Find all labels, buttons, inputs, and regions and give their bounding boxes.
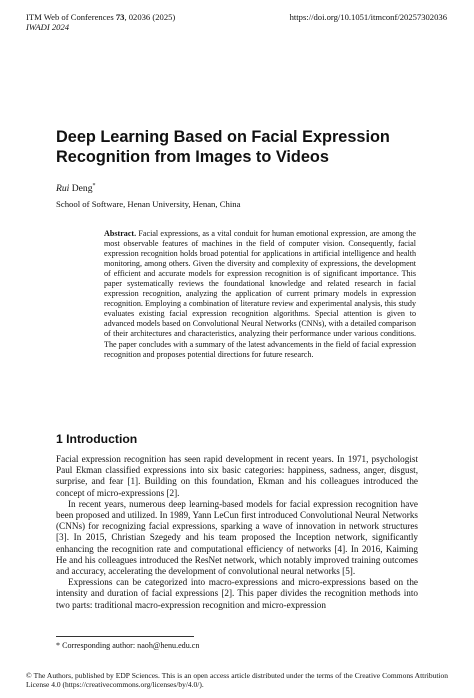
journal-name: ITM Web of Conferences: [26, 12, 116, 22]
doi-link[interactable]: https://doi.org/10.1051/itmconf/20257302036: [289, 12, 447, 22]
section-heading-introduction: 1 Introduction: [56, 432, 138, 446]
abstract-text: Facial expressions, as a vital conduit for human emotional expression, are among the most observable features of machines in the field of computer vision. Consequently, facial expression recognition holds broad potential for applications in artificial intelligence and health monitoring, among others. Given the diversity and complexity of expressions, the development of efficient and accurate models for expression recognition is of significant importance. This paper systematically reviews the foundational knowledge and related research in facial expression recognition, analyzing the application of current primary models in expression recognition. Employing a combination of literature review and experimental analysis, this study evaluates existing facial expression recognition algorithms. Special attention is given to advanced models based on Convolutional Neural Networks (CNNs), with a detailed comparison of their architectures and characteristics, analyzing their performance under various conditions. The paper concludes with a summary of the latest advancements in the field of facial expression recognition and proposes potential directions for future research.: [104, 229, 416, 359]
abstract: [104, 229, 416, 360]
author-line: [56, 183, 96, 194]
corresponding-author-mark: *: [92, 183, 96, 189]
footnote-divider: [56, 636, 194, 637]
running-header-left: [26, 12, 175, 32]
abstract-label: Abstract.: [104, 229, 137, 238]
conference-name: IWADI 2024: [26, 22, 70, 32]
introduction-body: [56, 454, 418, 611]
author-last-name: Deng: [69, 183, 93, 195]
author-first-name: Rui: [56, 183, 70, 195]
article-number: , 02036 (2025): [124, 12, 176, 22]
paragraph: Facial expression recognition has seen rapid development in recent years. In 1971, psychologist Paul Ekman classified expressions into six basic categories: happiness, sadness, anger, disgust, surprise, and fear [1]. Building on this foundation, Ekman and his colleagues introduced the concept of micro-expressions [2].: [56, 454, 418, 498]
paper-title: Deep Learning Based on Facial Expression Recognition from Images to Videos: [56, 128, 390, 166]
journal-citation: [26, 12, 175, 22]
affiliation: School of Software, Henan University, Henan, China: [56, 199, 241, 209]
corresponding-author-footnote: * Corresponding author: naoh@henu.edu.cn: [56, 641, 200, 650]
journal-volume: 73: [115, 12, 125, 22]
paragraph: Expressions can be categorized into macro-expressions and micro-expressions based on the intensity and duration of facial expressions [2]. This paper divides the recognition methods into two parts: traditional macro-expression recognition and micro-expression: [56, 577, 418, 610]
paragraph: In recent years, numerous deep learning-based models for facial expression recognition have been proposed and utilized. In 1989, Yann LeCun first introduced Convolutional Neural Networks (CNNs) for recognizing facial expressions, sparking a wave of innovation in network structures [3]. In 2015, Christian Szegedy and his team proposed the Inception network, significantly enhancing the recognition rate and computational efficiency of networks [4]. In 2016, Kaiming He and his colleagues introduced the ResNet network, which notably improved training outcomes and accuracy, accelerating the development of convolutional neural networks [5].: [56, 498, 418, 577]
license-notice: © The Authors, published by EDP Sciences. This is an open access article distributed under the terms of the Creative Commons Attribution License 4.0 (https://creativecommons.org/licenses/by/4.0/).: [26, 671, 448, 689]
